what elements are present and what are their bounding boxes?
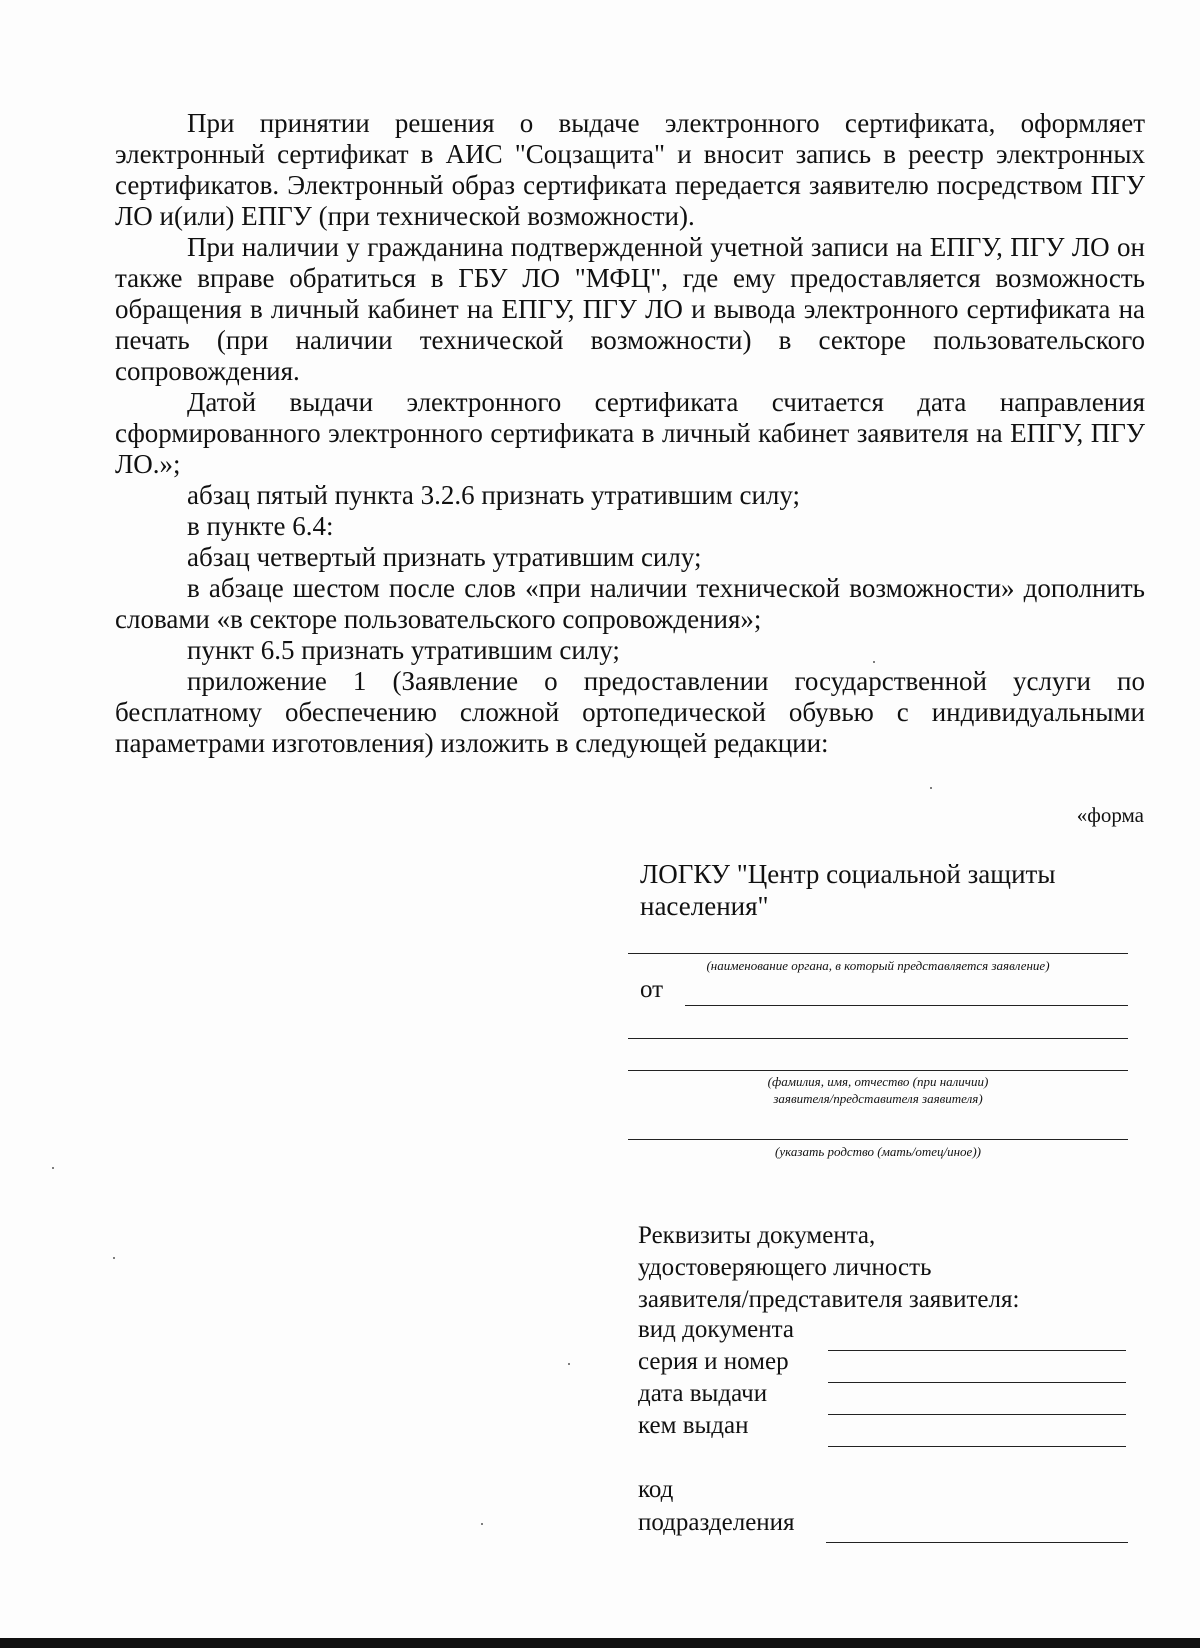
organ-name-line[interactable]	[628, 953, 1128, 954]
relation-caption: (указать родство (мать/отец/иное))	[775, 1144, 981, 1159]
applicant-name-caption-line-1: (фамилия, имя, отчество (при наличии)	[767, 1074, 989, 1089]
paragraph-issue-date: Датой выдачи электронного сертификата считается дата направления сформированного электронного сертификата в личный кабинет заявителя на ЕПГУ, ПГУ ЛО.»;	[115, 387, 1145, 479]
scan-speck	[930, 787, 932, 789]
paragraph-mfc-access: При наличии у гражданина подтвержденной учетной записи на ЕПГУ, ПГУ ЛО он также вправе обратиться в ГБУ ЛО "МФЦ", где ему предоставляется возможность обращения в личный кабинет на ЕПГУ, ПГУ ЛО и вывода электронного сертификата на печать (при наличии технической возможности) в секторе пользовательского сопровождения.	[115, 232, 1145, 386]
requisites-heading-line-1: Реквизиты документа,	[638, 1222, 876, 1249]
division-code-label-line-2: подразделения	[638, 1509, 795, 1536]
issue-date-line[interactable]	[828, 1414, 1126, 1415]
paragraph-appendix-1: приложение 1 (Заявление о предоставлении государственной услуги по бесплатному обеспечению сложной ортопедической обувью с индивидуальными параметрами изготовления) изложить в следующей редакции:	[115, 666, 1145, 758]
document-body	[115, 108, 1145, 759]
addressee-organization: ЛОГКУ "Центр социальной защиты населения"	[640, 859, 1056, 921]
scan-speck	[113, 1257, 115, 1259]
relation-line[interactable]	[628, 1139, 1128, 1140]
doc-type-label: вид документа	[638, 1316, 794, 1343]
requisites-heading-line-3: заявителя/представителя заявителя:	[638, 1286, 1020, 1313]
scan-speck	[481, 1523, 483, 1525]
paragraph-amendment-3-2-6: абзац пятый пункта 3.2.6 признать утратившим силу;	[187, 480, 801, 510]
scan-bottom-edge	[0, 1638, 1200, 1648]
issued-by-line[interactable]	[828, 1446, 1126, 1447]
form-mark: «форма	[1076, 803, 1144, 827]
applicant-name-line-1[interactable]	[685, 1005, 1128, 1006]
scan-speck	[568, 1363, 570, 1365]
paragraph-certificate-issue: При принятии решения о выдаче электронного сертификата, оформляет электронный сертификат в АИС "Соцзащита" и вносит запись в реестр электронных сертификатов. Электронный образ сертификата передается заявителю посредством ПГУ ЛО и(или) ЕПГУ (при технической возможности).	[115, 108, 1145, 231]
issued-by-label: кем выдан	[638, 1412, 749, 1439]
paragraph-amendment-sixth: в абзаце шестом после слов «при наличии технической возможности» дополнить словами «в секторе пользовательского сопровождения»;	[115, 573, 1145, 634]
organ-name-caption: (наименование органа, в который представляется заявление)	[706, 958, 1050, 973]
applicant-name-line-2[interactable]	[628, 1038, 1128, 1039]
series-number-label: серия и номер	[638, 1348, 789, 1375]
applicant-name-caption-line-2: заявителя/представителя заявителя)	[773, 1091, 983, 1106]
division-code-label-line-1: код	[638, 1476, 674, 1503]
doc-type-line[interactable]	[828, 1350, 1126, 1351]
paragraph-amendment-fourth: абзац четвертый признать утратившим силу;	[187, 542, 702, 572]
paragraph-amendment-6-4: в пункте 6.4:	[187, 511, 334, 541]
series-number-line[interactable]	[828, 1382, 1126, 1383]
scan-speck	[52, 1167, 54, 1169]
paragraph-amendment-6-5: пункт 6.5 признать утратившим силу;	[187, 635, 620, 665]
requisites-heading-line-2: удостоверяющего личность	[638, 1254, 932, 1281]
requisites-heading	[638, 1220, 1019, 1316]
applicant-name-line-3[interactable]	[628, 1070, 1128, 1071]
issue-date-label: дата выдачи	[638, 1380, 768, 1407]
from-label: от	[640, 976, 664, 1003]
division-code-line[interactable]	[826, 1542, 1128, 1543]
scan-speck	[873, 661, 875, 663]
